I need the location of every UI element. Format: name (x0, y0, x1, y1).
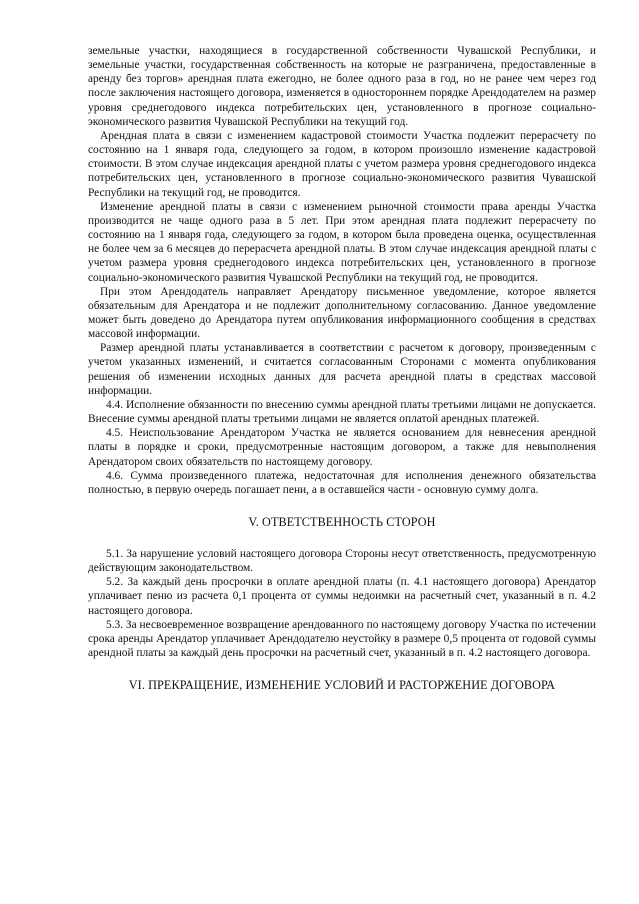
paragraph-cadastral-value: Арендная плата в связи с изменением кадастровой стоимости Участка подлежит перерасчету по состоянию на 1 января года, следующего за годом, в котором произошло изменение кадастровой стоимости. В этом случае индексация арендной платы с учетом размера уровня среднегодового индекса потребительских цен, установленного в прогнозе социально-экономического развития Чувашской Республики на текущий год, не проводится. (88, 129, 596, 199)
paragraph-intro-continuation: земельные участки, находящиеся в государственной собственности Чувашской Республики, и земельные участки, государственная собственность на которые не разграничена, предоставленные в аренду без торгов» арендная плата ежегодно, не более одного раза в год, но не ранее чем через год после заключения настоящего договора, изменяется в одностороннем порядке Арендодателем на размер уровня среднегодового индекса потребительских цен, установленного в прогнозе социально-экономического развития Чувашской Республики на текущий год. (88, 45, 596, 128)
document-page (88, 44, 596, 693)
clause-5-3: 5.3. За несвоевременное возвращение арендованного по настоящему договору Участка по истечении срока аренды Арендатор уплачивает Арендодателю неустойку в размере 0,5 процента от годовой суммы арендной платы за каждый день просрочки на расчетный счет, указанный в п. 4.2 настоящего договора. (88, 618, 596, 660)
section-5-title: V. ОТВЕТСТВЕННОСТЬ СТОРОН (248, 515, 436, 529)
paragraph-notification: При этом Арендодатель направляет Арендатору письменное уведомление, которое является обязательным для Арендатора и не подлежит дополнительному согласованию. Данное уведомление может быть доведено до Арендатора путем опубликования информационного сообщения в средствах массовой информации. (88, 285, 596, 341)
clause-4-5: 4.5. Неиспользование Арендатором Участка не является основанием для невнесения арендной платы в порядке и сроки, предусмотренные настоящим договором, а также для невыполнения Арендатором своих обязательств по настоящему договору. (88, 427, 596, 468)
clause-5-1: 5.1. За нарушение условий настоящего договора Стороны несут ответственность, предусмотренную действующим законодательством. (88, 548, 596, 575)
paragraph-rent-amount: Размер арендной платы устанавливается в соответствии с расчетом к договору, произведенным с учетом указанных изменений, и считается согласованным Сторонами с момента опубликования решения об изменении исходных данных для расчета арендной платы в средствах массовой информации. (88, 342, 596, 397)
clause-4-6: 4.6. Сумма произведенного платежа, недостаточная для исполнения денежного обязательства полностью, в первую очередь погашает пени, а в оставшейся части - основную сумму долга. (88, 469, 596, 496)
paragraph-market-value: Изменение арендной платы в связи с изменением рыночной стоимости права аренды Участка производится не чаще одного раза в 5 лет. При этом арендная плата подлежит перерасчету по состоянию на 1 января года, следующего за годом, в котором была проведена оценка, осуществленная не более чем за 6 месяцев до перерасчета арендной платы. В этом случае индексация арендной платы с учетом размера уровня среднегодового индекса потребительских цен, установленного в прогнозе социально-экономического развития Чувашской Республики на текущий год, не проводится. (88, 200, 596, 284)
clause-4-4: 4.4. Исполнение обязанности по внесению суммы арендной платы третьими лицами не допускается. Внесение суммы арендной платы третьими лицами не является оплатой арендных платежей. (88, 398, 596, 426)
clause-5-2: 5.2. За каждый день просрочки в оплате арендной платы (п. 4.1 настоящего договора) Арендатор уплачивает пеню из расчета 0,1 процента от суммы недоимки на расчетный счет, указанный в п. 4.2 настоящего договора. (88, 576, 596, 617)
section-6-title: VI. ПРЕКРАЩЕНИЕ, ИЗМЕНЕНИЕ УСЛОВИЙ И РАСТОРЖЕНИЕ ДОГОВОРА (128, 678, 556, 693)
